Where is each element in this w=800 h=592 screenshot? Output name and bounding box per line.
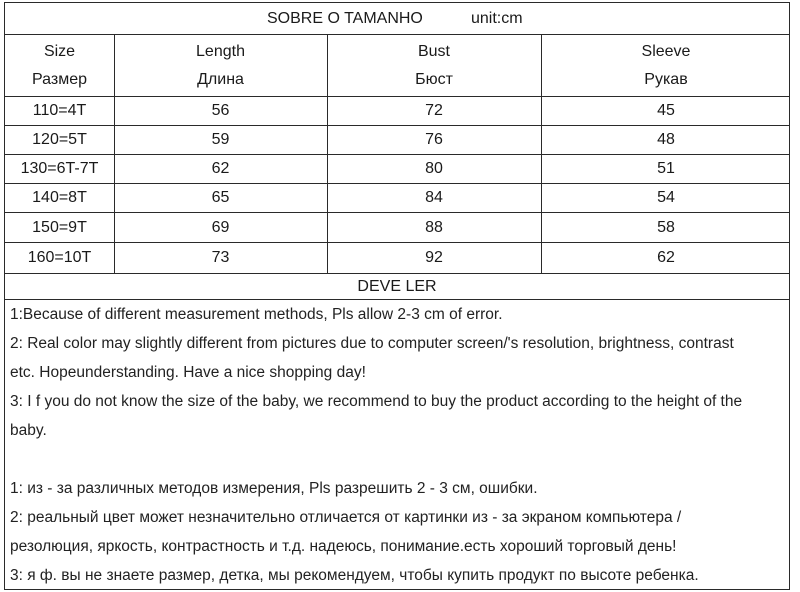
- unit-label: unit:cm: [471, 10, 523, 27]
- sleeve-cell: 48: [657, 131, 675, 148]
- table-row: [5, 126, 789, 155]
- sleeve-cell: 58: [657, 218, 675, 236]
- length-cell: 59: [211, 131, 230, 148]
- length-cell: 65: [211, 189, 230, 206]
- chart-title: SOBRE O TAMANHO: [267, 10, 423, 27]
- bust-cell: 72: [425, 102, 443, 119]
- header-size: [5, 35, 114, 96]
- header-row: [5, 35, 789, 97]
- bust-cell: 80: [425, 160, 443, 177]
- header-sleeve-ru: Рукав: [644, 70, 688, 88]
- bust-cell: 84: [425, 189, 443, 206]
- size-cell: 130=6T-7T: [20, 160, 99, 177]
- length-cell: 73: [211, 249, 230, 266]
- bust-cell: 88: [425, 218, 443, 236]
- note-line: 1:Because of different measurement methods, Pls allow 2-3 cm of error.: [10, 306, 503, 323]
- header-bust-en: Bust: [417, 42, 450, 60]
- header-bust: [327, 35, 541, 96]
- sleeve-cell: 62: [657, 249, 675, 266]
- header-bust-ru: Бюст: [415, 70, 453, 88]
- sleeve-cell: 45: [657, 102, 675, 119]
- table-row: [5, 213, 789, 243]
- header-length-en: Length: [196, 42, 245, 60]
- header-length: [114, 35, 327, 96]
- table-row: [5, 97, 789, 126]
- length-cell: 56: [211, 102, 230, 119]
- table-row: [5, 184, 789, 213]
- sleeve-cell: 54: [657, 189, 675, 206]
- size-cell: 150=9T: [32, 218, 87, 236]
- section-title: DEVE LER: [357, 277, 437, 295]
- size-cell: 110=4T: [32, 102, 87, 119]
- size-cell: 140=8T: [32, 189, 87, 206]
- header-size-en: Size: [43, 42, 76, 60]
- length-cell: 62: [211, 160, 230, 177]
- note-line: 3: I f you do not know the size of the baby, we recommend to buy the product according to the height of the: [10, 393, 743, 410]
- note-line: 2: реальный цвет может незначительно отличается от картинки из - за экраном компьютера /: [10, 509, 682, 526]
- note-line: резолюция, яркость, контрастность и т.д. надеюсь, понимание.есть хороший торговый день!: [10, 538, 677, 555]
- note-line: 1: из - за различных методов измерения, Pls разрешить 2 - 3 см, ошибки.: [10, 480, 538, 497]
- title-row: [5, 3, 789, 35]
- section-title-row: [5, 274, 789, 300]
- size-cell: 160=10T: [27, 249, 92, 266]
- bust-cell: 76: [425, 131, 443, 148]
- table-row: [5, 155, 789, 184]
- size-cell: 120=5T: [32, 131, 87, 148]
- header-sleeve: [541, 35, 791, 96]
- header-length-ru: Длина: [197, 70, 244, 88]
- note-line: 3: я ф. вы не знаете размер, детка, мы рекомендуем, чтобы купить продукт по высоте ребенка.: [10, 567, 699, 584]
- note-spacer: [10, 445, 785, 474]
- header-sleeve-en: Sleeve: [641, 42, 691, 60]
- sleeve-cell: 51: [657, 160, 675, 177]
- bust-cell: 92: [425, 249, 443, 266]
- length-cell: 69: [211, 218, 230, 236]
- notes-block: [10, 300, 785, 590]
- table-row: [5, 243, 789, 274]
- header-size-ru: Размер: [32, 70, 87, 88]
- note-line: etc. Hopeunderstanding. Have a nice shopping day!: [10, 364, 366, 381]
- note-line: baby.: [10, 422, 47, 439]
- note-line: 2: Real color may slightly different from pictures due to computer screen/'s resolution, brightness, contrast: [10, 335, 734, 352]
